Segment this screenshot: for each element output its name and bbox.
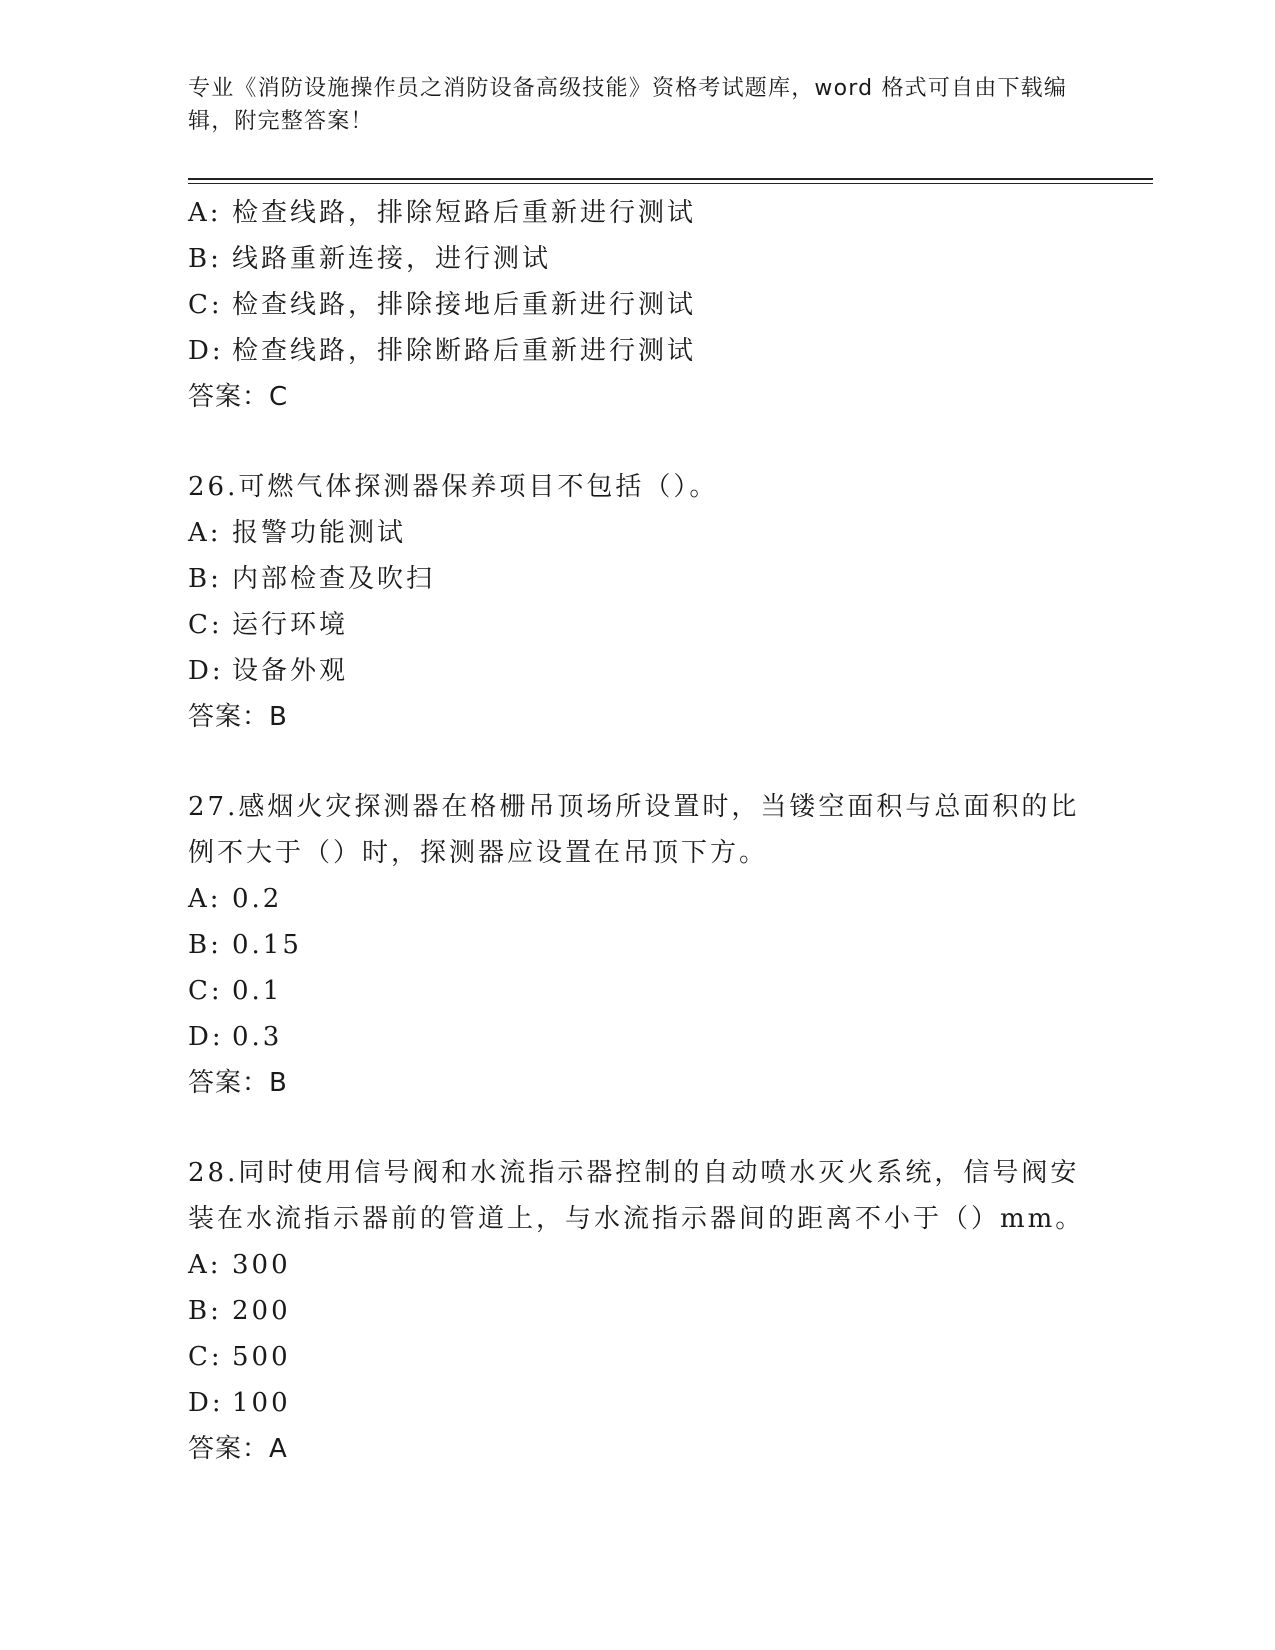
option-c [188,1334,1088,1380]
option-text: 内部检查及吹扫 [232,564,436,594]
option-text: 0.15 [232,930,302,960]
option-d [188,328,1088,374]
option-label: C: [188,610,223,640]
option-a [188,876,1088,922]
spacer [188,740,1088,784]
header-divider-thin [188,183,1153,184]
answer-line: 答案：C [188,382,289,412]
question-text: 26.可燃气体探测器保养项目不包括（）。 [188,472,719,502]
question-list [188,190,1088,1472]
option-b [188,922,1088,968]
option-label: A: [188,518,222,548]
option-label: B: [188,564,222,594]
option-label: B: [188,244,222,274]
option-b [188,236,1088,282]
option-text: 线路重新连接，进行测试 [232,244,552,274]
option-label: D: [188,656,224,686]
option-text: 0.3 [232,1022,283,1052]
option-d [188,1014,1088,1060]
option-a [188,1242,1088,1288]
question-25 [188,190,1088,420]
option-label: D: [188,1388,224,1418]
answer-line: 答案：B [188,1068,288,1098]
option-label: A: [188,884,222,914]
option-label: B: [188,1296,222,1326]
option-label: B: [188,930,222,960]
option-text: 设备外观 [232,656,349,686]
option-label: A: [188,1250,222,1280]
option-text: 运行环境 [232,610,349,640]
option-d [188,1380,1088,1426]
option-text: 100 [232,1388,291,1418]
option-text: 报警功能测试 [232,518,407,548]
option-b [188,556,1088,602]
question-text-line-1: 27.感烟火灾探测器在格栅吊顶场所设置时，当镂空面积与总面积的比 [188,792,1080,822]
question-text-line-2: 例不大于（）时，探测器应设置在吊顶下方。 [188,838,769,868]
option-label: C: [188,1342,223,1372]
option-label: C: [188,290,223,320]
option-text: 检查线路，排除短路后重新进行测试 [232,198,697,228]
document-header: 专业《消防设施操作员之消防设备高级技能》资格考试题库，word 格式可自由下载编辑，附完整答案！ [188,76,1068,134]
question-text-line-2: 装在水流指示器前的管道上，与水流指示器间的距离不小于（）mm。 [188,1204,1085,1234]
question-28 [188,1150,1088,1472]
header-divider-thick [188,178,1153,180]
question-26 [188,464,1088,740]
question-text-line-1: 28.同时使用信号阀和水流指示器控制的自动喷水灭火系统，信号阀安 [188,1158,1080,1188]
option-a [188,510,1088,556]
option-c [188,968,1088,1014]
option-c [188,282,1088,328]
option-text: 300 [232,1250,291,1280]
option-d [188,648,1088,694]
option-text: 检查线路，排除断路后重新进行测试 [232,336,697,366]
option-a [188,190,1088,236]
option-label: D: [188,336,224,366]
option-label: A: [188,198,222,228]
answer-line: 答案：A [188,1434,288,1464]
spacer [188,1106,1088,1150]
option-label: C: [188,976,223,1006]
option-label: D: [188,1022,224,1052]
option-text: 200 [232,1296,291,1326]
question-27 [188,784,1088,1106]
answer-line: 答案：B [188,702,288,732]
option-text: 0.2 [232,884,283,914]
option-text: 检查线路，排除接地后重新进行测试 [232,290,697,320]
option-text: 0.1 [232,976,283,1006]
spacer [188,420,1088,464]
option-c [188,602,1088,648]
option-b [188,1288,1088,1334]
option-text: 500 [232,1342,291,1372]
